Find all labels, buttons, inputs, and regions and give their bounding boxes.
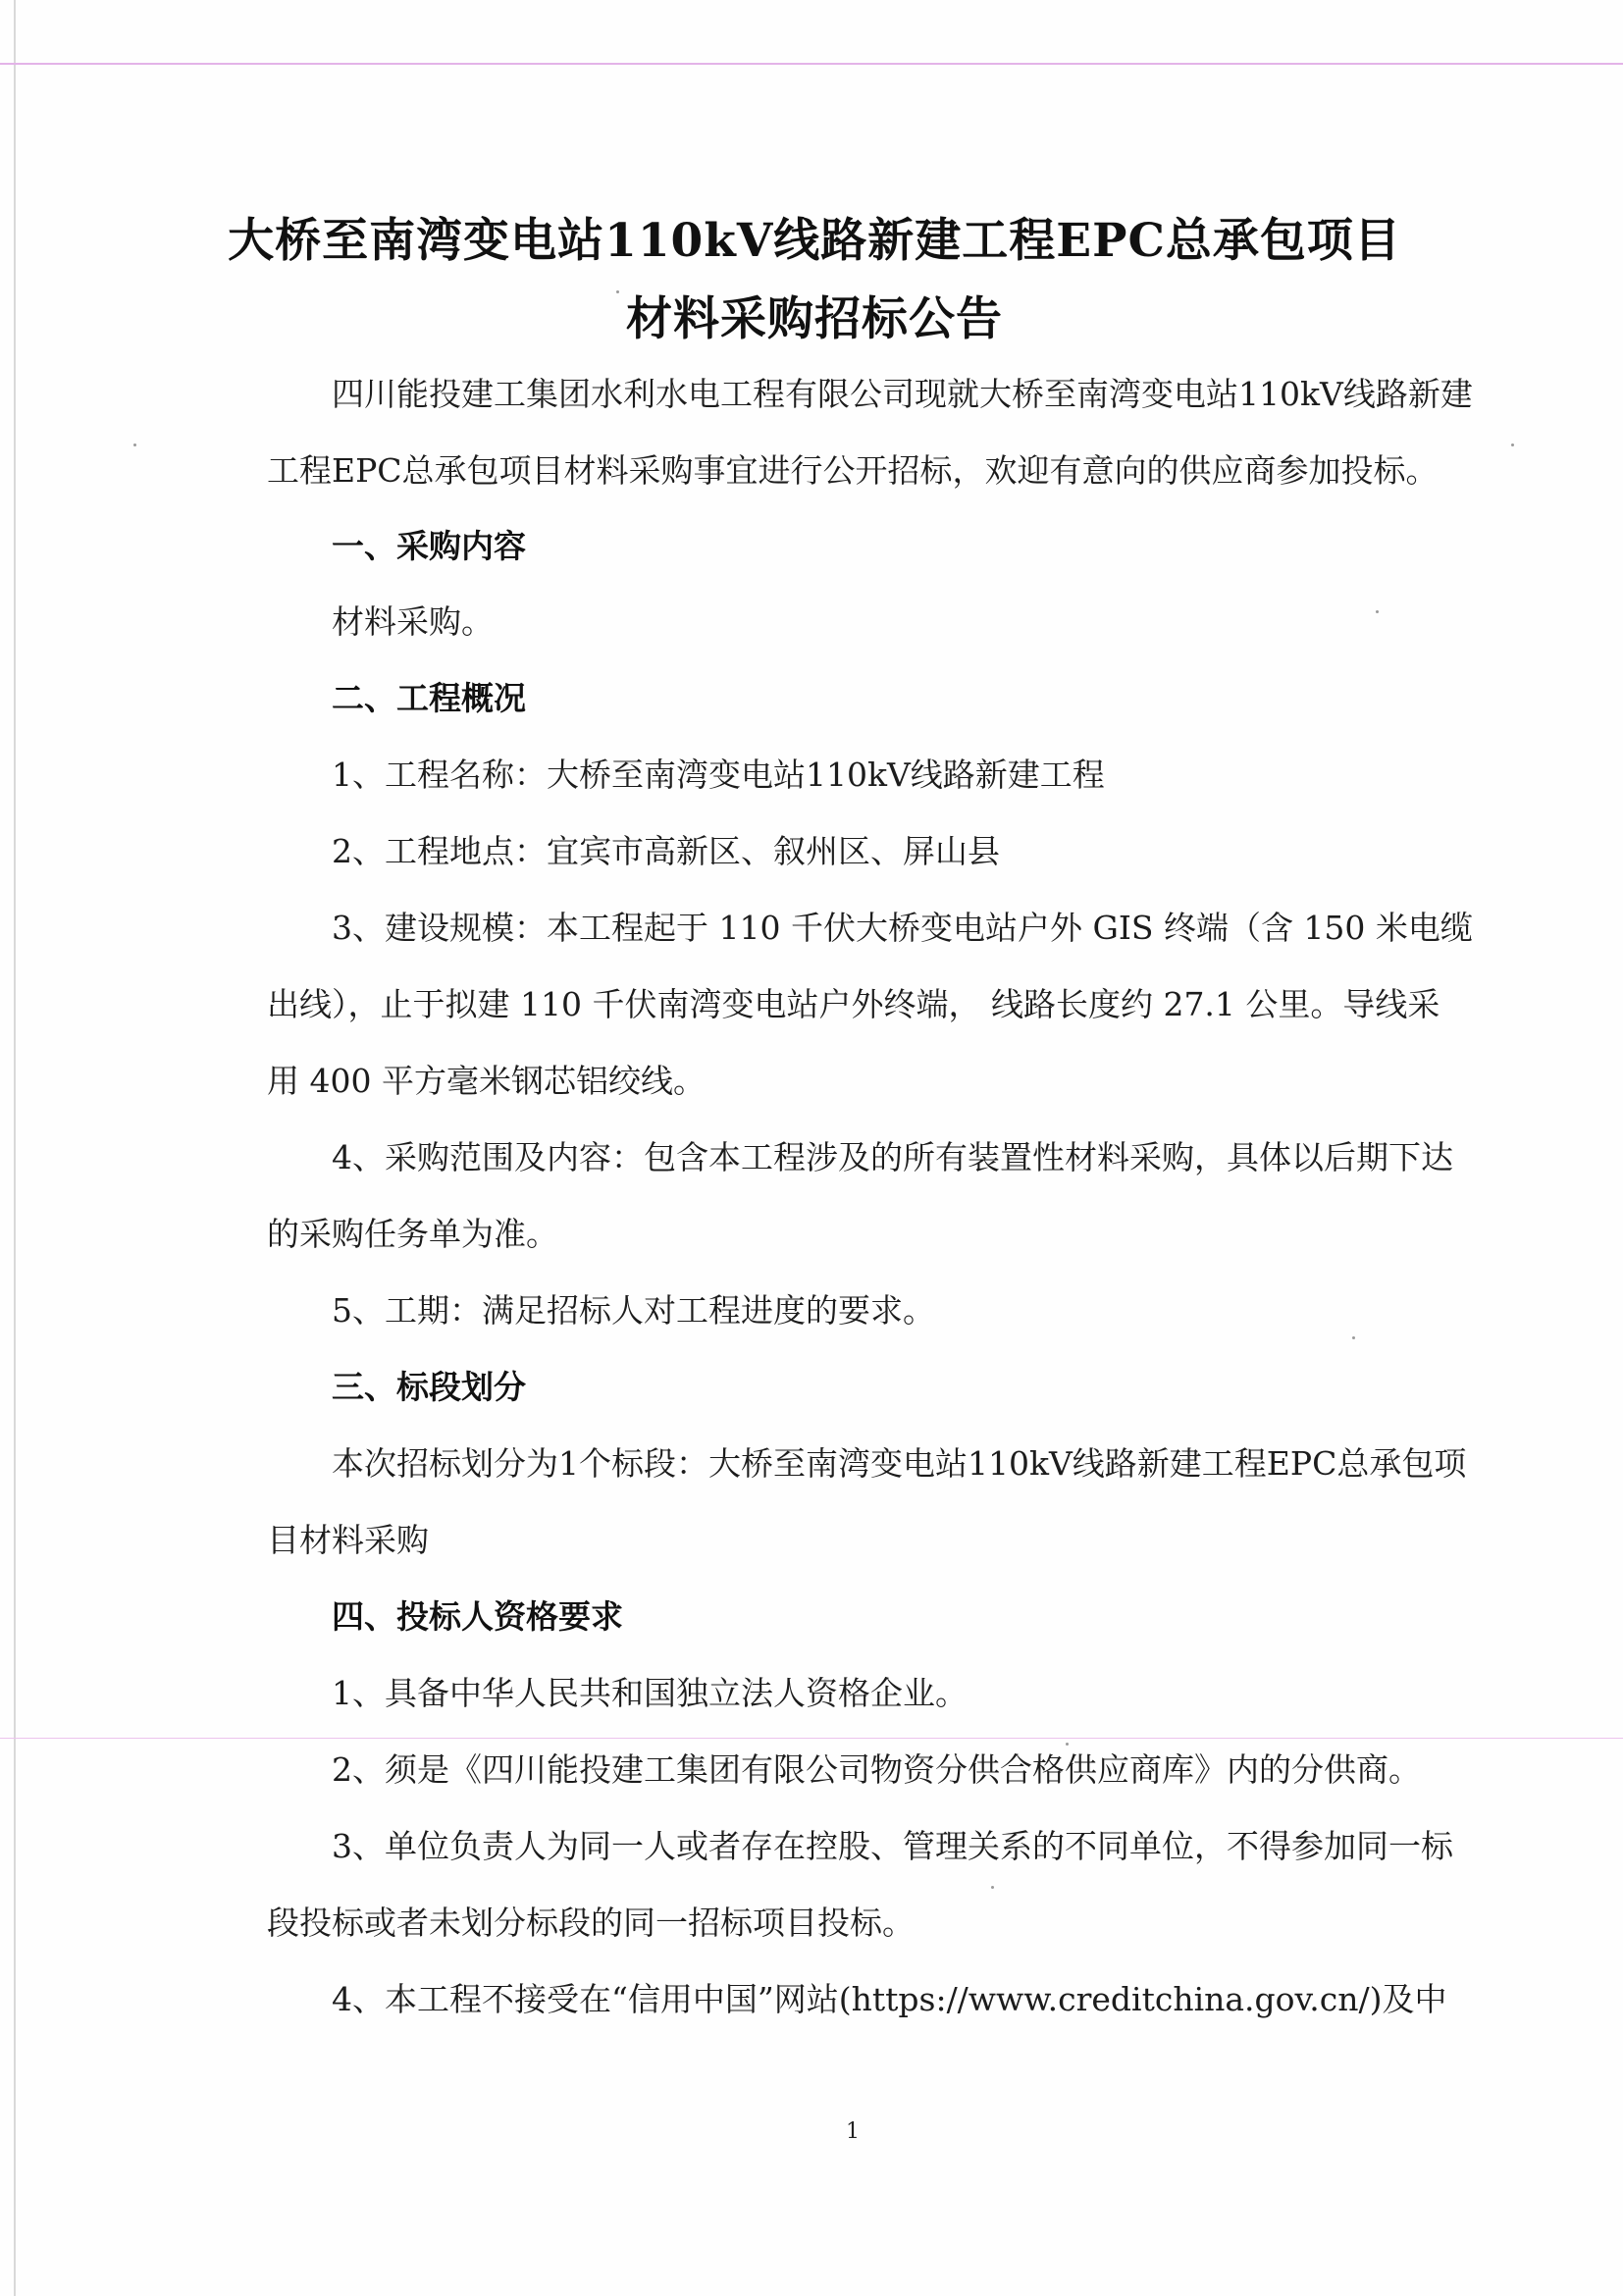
section-heading-lots: 三、标段划分: [332, 1368, 526, 1406]
scan-speck: [1352, 1336, 1355, 1339]
qualification-item-2: 2、须是《四川能投建工集团有限公司物资分供合格供应商库》内的分供商。: [332, 1750, 1421, 1789]
qualification-item-1: 1、具备中华人民共和国独立法人资格企业。: [332, 1674, 968, 1712]
overview-item-location: 2、工程地点：宜宾市高新区、叙州区、屏山县: [332, 832, 1000, 870]
intro-line-1: 四川能投建工集团水利水电工程有限公司现就大桥至南湾变电站110kV线路新建: [332, 375, 1473, 413]
overview-item-scale-line-1: 3、建设规模：本工程起于 110 千伏大桥变电站户外 GIS 终端（含 150 米电缆: [332, 909, 1473, 947]
page-number: 1: [846, 2119, 860, 2144]
qualification-item-3-line-2: 段投标或者未划分标段的同一招标项目投标。: [267, 1904, 915, 1942]
overview-item-scale-line-3: 用 400 平方毫米钢芯铝绞线。: [267, 1062, 706, 1100]
qualification-item-4: 4、本工程不接受在“信用中国”网站(https://www.creditchina.gov.cn/)及中: [332, 1980, 1447, 2018]
document-title-line-2: 材料采购招标公告: [626, 292, 1003, 346]
qualification-item-3-line-1: 3、单位负责人为同一人或者存在控股、管理关系的不同单位，不得参加同一标: [332, 1827, 1453, 1865]
scan-speck: [133, 444, 136, 446]
middle-guide-line: [0, 1738, 1623, 1739]
overview-item-duration: 5、工期：满足招标人对工程进度的要求。: [332, 1291, 935, 1330]
overview-item-scale-line-2: 出线），止于拟建 110 千伏南湾变电站户外终端， 线路长度约 27.1 公里。导线采: [267, 985, 1440, 1023]
scan-speck: [1511, 444, 1514, 446]
section-heading-overview: 二、工程概况: [332, 679, 526, 717]
top-guide-line: [0, 63, 1623, 65]
scan-edge: [14, 0, 16, 2296]
scan-speck: [991, 1886, 994, 1889]
overview-item-scope-line-1: 4、采购范围及内容：包含本工程涉及的所有装置性材料采购，具体以后期下达: [332, 1138, 1453, 1176]
scan-speck: [1376, 610, 1379, 613]
overview-item-scope-line-2: 的采购任务单为准。: [267, 1215, 558, 1253]
section-heading-qualifications: 四、投标人资格要求: [332, 1597, 623, 1636]
intro-line-2: 工程EPC总承包项目材料采购事宜进行公开招标，欢迎有意向的供应商参加投标。: [267, 451, 1439, 490]
document-title-line-1: 大桥至南湾变电站110kV线路新建工程EPC总承包项目: [228, 214, 1401, 268]
section-body-procurement: 材料采购。: [332, 602, 494, 641]
scan-speck: [1066, 1743, 1069, 1746]
lots-body-line-1: 本次招标划分为1个标段：大桥至南湾变电站110kV线路新建工程EPC总承包项: [332, 1444, 1467, 1483]
section-heading-procurement: 一、采购内容: [332, 527, 526, 565]
overview-item-name: 1、工程名称：大桥至南湾变电站110kV线路新建工程: [332, 756, 1105, 794]
lots-body-line-2: 目材料采购: [267, 1521, 429, 1559]
